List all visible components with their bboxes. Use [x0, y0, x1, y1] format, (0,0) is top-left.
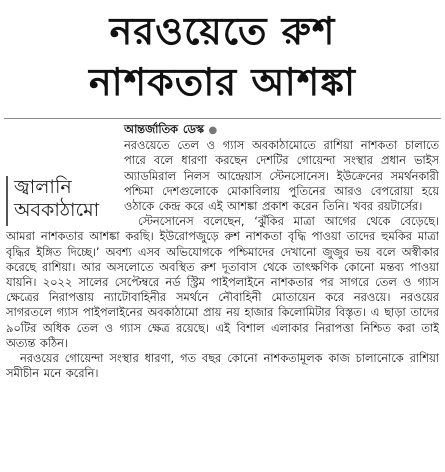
article-body: [6, 122, 439, 472]
bullet-icon: ●: [208, 125, 218, 136]
headline-divider: [4, 118, 441, 119]
headline-line-1: নরওয়েতে রুশ: [109, 8, 336, 53]
paragraph-1: নরওয়েতে তেল ও গ্যাস অবকাঠামোতে রাশিয়া নাশকতা চালাতে পারে বলে ধারণা করছেন দেশটির গোয়েন্দা সংস্থার প্রধান ভাইস অ্যাডমিরাল নিলস আন্দ্রেয়াস স্টেনসোনেস। ইউক্রেনের সমর্থনকারী পশ্চিমা দেশগুলোকে মোকাবিলায় পুতিনের আরও বেপরোয়া হয়ে ওঠাকে কেন্দ্র করে এই আশঙ্কা প্রকাশ করেন তিনি। খবর রয়টার্সের।: [124, 139, 439, 214]
byline-desk: আন্তর্জাতিক ডেস্ক: [124, 123, 204, 136]
paragraph-2: স্টেনসোনেস বলেছেন, ‘ঝুঁকির মাত্রা আগের থেকে বেড়েছে। আমরা নাশকতার আশঙ্কা করছি। ইউরোপজুড়ে রুশ নাশকতা বৃদ্ধি পাওয়া তাদের হুমকির মাত্রা বৃদ্ধির ইঙ্গিত দিচ্ছে।’ অবশ্য এসব অভিযোগকে পশ্চিমাদের দেখানো জুজুর ভয় বলে অস্বীকার করেছে রাশিয়া। আর অসলোতে অবস্থিত রুশ দূতাবাস থেকে তাৎক্ষণিক কোনো মন্তব্য পাওয়া যায়নি। ২০২২ সালের সেপ্টেম্বরে নর্ড স্ট্রিম পাইপলাইনে নাশকতার পর সাগরে তেল ও গ্যাস ক্ষেত্রের নিরাপত্তায় ন্যাটোবাহিনীর সমর্থনে নৌবাহিনী মোতায়েন করে নরওয়ে। নরওয়ের সাগরতলে গ্যাস পাইপলাইনের অবকাঠামো প্রায় নয় হাজার কিলোমিটার বিস্তৃত। এ ছাড়া তাদের ৯০টির অধিক তেল ও গ্যাস ক্ষেত্র রয়েছে। এই বিশাল এলাকার নিরাপত্তা নিশ্চিত করা তাই অত্যন্ত কঠিন।: [6, 215, 439, 350]
pullquote-line-1: জ্বালানি: [14, 176, 72, 198]
byline: [6, 122, 439, 138]
paragraph-3: নরওয়ের গোয়েন্দা সংস্থার ধারণা, গত বছর কোনো নাশকতামূলক কাজ চালানোকে রাশিয়া সমীচীন মনে করেনি।: [6, 352, 439, 381]
headline-line-2: নাশকতার আশঙ্কা: [88, 59, 357, 104]
headline: [0, 6, 445, 108]
pullquote-line-2: অবকাঠামো: [14, 199, 100, 221]
pullquote: [6, 176, 114, 226]
